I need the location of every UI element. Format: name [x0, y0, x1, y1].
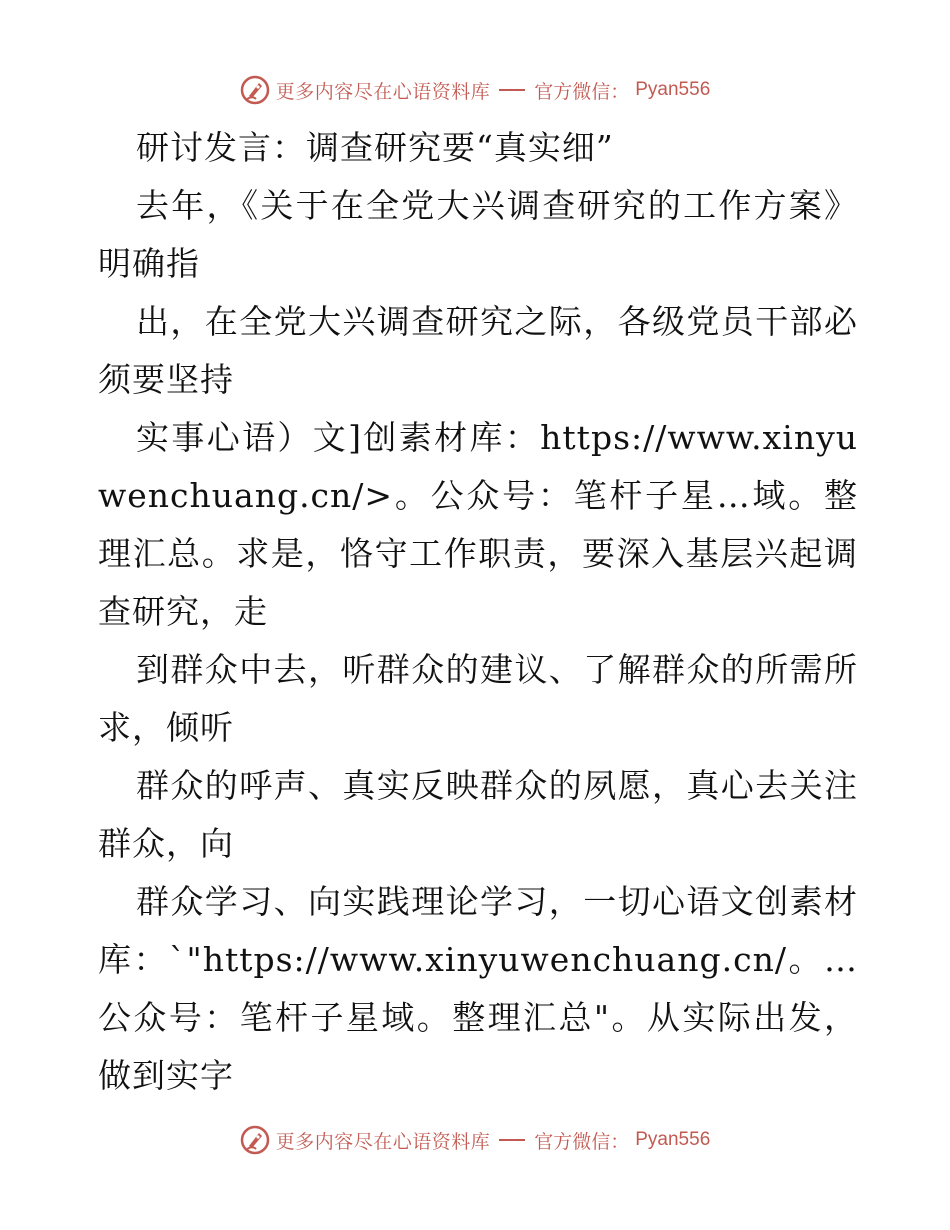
document-body	[98, 119, 858, 1105]
paragraph-4: 到群众中去，听群众的建议、了解群众的所需所求，倾听	[98, 650, 858, 747]
footer-wechat-label: 官方微信：	[534, 1130, 630, 1153]
footer-banner-separator	[499, 1139, 525, 1141]
paragraph-5: 群众的呼声、真实反映群众的夙愿，真心去关注群众，向	[98, 766, 858, 863]
footer-wechat-id: Pyan556	[635, 1129, 711, 1150]
header-wechat-id: Pyan556	[635, 79, 711, 100]
document-title: 研讨发言：调查研究要“真实细”	[136, 128, 614, 167]
pen-nib-logo-icon	[240, 1125, 270, 1155]
header-wechat-label: 官方微信：	[534, 80, 630, 103]
header-banner	[0, 72, 950, 108]
header-banner-separator	[499, 89, 525, 91]
pen-nib-logo-icon	[240, 75, 270, 105]
header-banner-text: 更多内容尽在心语资料库	[275, 80, 491, 103]
paragraph-3: 实事心语）文]创素材库：https://www.xinyuwenchuang.cn/>。公众号：笔杆子星…域。整理汇总。求是，恪守工作职责，要深入基层兴起调查研究，走	[98, 418, 858, 631]
footer-banner-inner	[240, 1125, 711, 1155]
paragraph-1: 去年，《关于在全党大兴调查研究的工作方案》明确指	[98, 186, 858, 283]
header-banner-inner	[240, 75, 711, 105]
paragraph-2: 出，在全党大兴调查研究之际，各级党员干部必须要坚持	[98, 302, 858, 399]
footer-banner	[0, 1122, 950, 1158]
footer-banner-text: 更多内容尽在心语资料库	[275, 1130, 491, 1153]
paragraph-6: 群众学习、向实践理论学习，一切心语文创素材库：`"https://www.xinyuwenchuang.cn/。…公众号：笔杆子星域。整理汇总"。从实际出发，做到实字	[98, 882, 858, 1095]
